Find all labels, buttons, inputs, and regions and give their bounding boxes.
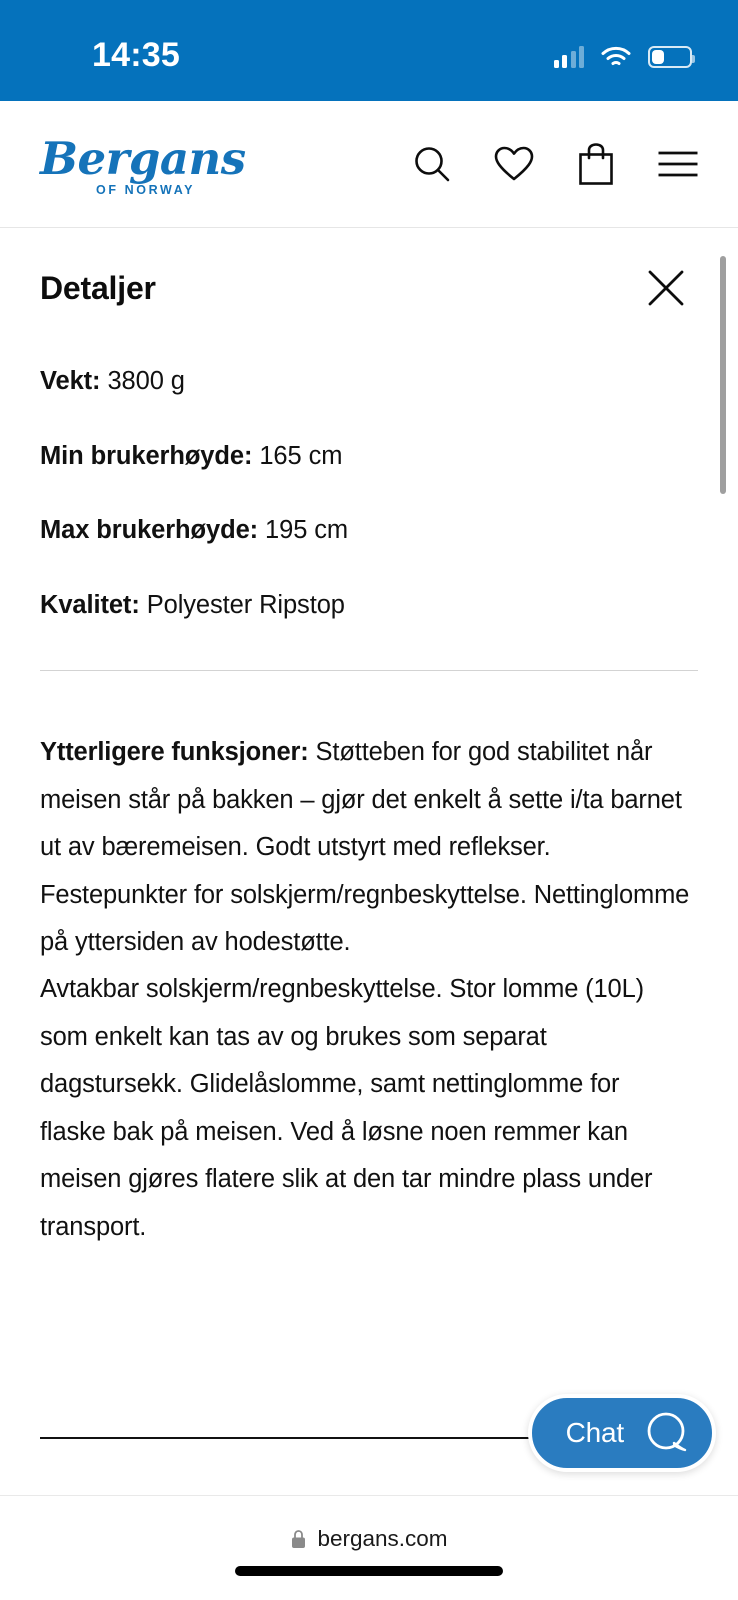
site-header: [0, 101, 738, 228]
chat-widget-button[interactable]: [528, 1394, 716, 1472]
lock-icon: [290, 1529, 307, 1550]
logo-wordmark: Bergans: [40, 131, 246, 185]
features-paragraph: [40, 966, 690, 1251]
spec-key: Max brukerhøyde:: [40, 516, 259, 545]
vertical-scrollbar[interactable]: [720, 256, 726, 494]
specification-list: [40, 366, 698, 620]
logo-tagline: OF NORWAY: [96, 182, 196, 197]
spec-key: Kvalitet:: [40, 590, 140, 619]
features-label: Ytterligere funksjoner:: [40, 738, 309, 767]
spec-row: [40, 366, 698, 397]
status-bar-icons: [554, 46, 693, 68]
section-divider: [40, 670, 698, 671]
details-panel-content: [0, 228, 738, 1251]
wifi-icon: [601, 46, 631, 68]
chat-bubble-icon: [644, 1410, 690, 1456]
search-icon[interactable]: [410, 142, 454, 186]
spec-value: 195 cm: [265, 516, 349, 545]
bergans-logo[interactable]: [40, 131, 246, 197]
url-display[interactable]: [290, 1526, 447, 1552]
status-bar-clock: 14:35: [92, 36, 180, 74]
spec-row: [40, 441, 698, 472]
url-text: bergans.com: [317, 1526, 448, 1551]
features-paragraph: [40, 729, 690, 966]
browser-bottom-bar: [0, 1496, 738, 1600]
spec-value: 165 cm: [259, 441, 343, 470]
page-title: Detaljer: [40, 269, 156, 306]
details-panel: [0, 228, 738, 1496]
battery-icon: [648, 46, 692, 68]
close-icon[interactable]: [642, 264, 690, 312]
features-description: [40, 729, 690, 1251]
spec-key: Vekt:: [40, 367, 101, 395]
features-text-3: Avtakbar solskjerm/regnbeskyttelse. Stor lomme (10L) som enkelt kan tas av og brukes som separat dagstursekk. Glidelåslomme, samt nettinglomme for flaske bak på meisen. Ved å løsne noen remmer kan meisen gjøres flatere slik at den tar mindre plass under transport.: [40, 975, 653, 1241]
spec-row: [40, 515, 698, 546]
ios-status-bar: [0, 0, 738, 101]
hamburger-menu-icon[interactable]: [656, 142, 700, 186]
chat-label: Chat: [565, 1417, 624, 1448]
spec-key: Min brukerhøyde:: [40, 441, 253, 470]
spec-value: Polyester Ripstop: [146, 590, 345, 619]
spec-value: 3800 g: [107, 367, 185, 395]
header-icon-group: [410, 142, 700, 186]
details-panel-header: [40, 228, 698, 312]
cellular-signal-icon: [554, 46, 585, 68]
heart-icon[interactable]: [492, 142, 536, 186]
features-text-1: Støtteben for god stabilitet når meisen står på bakken – gjør det enkelt å sette i/ta barnet ut av bæremeisen. Godt utstyrt med reflekser. Festepunkter for: [40, 738, 682, 909]
features-text-2: solskjerm/regnbeskyttelse. Nettinglomme på yttersiden av hodestøtte.: [40, 880, 690, 957]
shopping-bag-icon[interactable]: [574, 142, 618, 186]
ios-home-indicator: [235, 1566, 503, 1576]
spec-row: [40, 590, 698, 621]
